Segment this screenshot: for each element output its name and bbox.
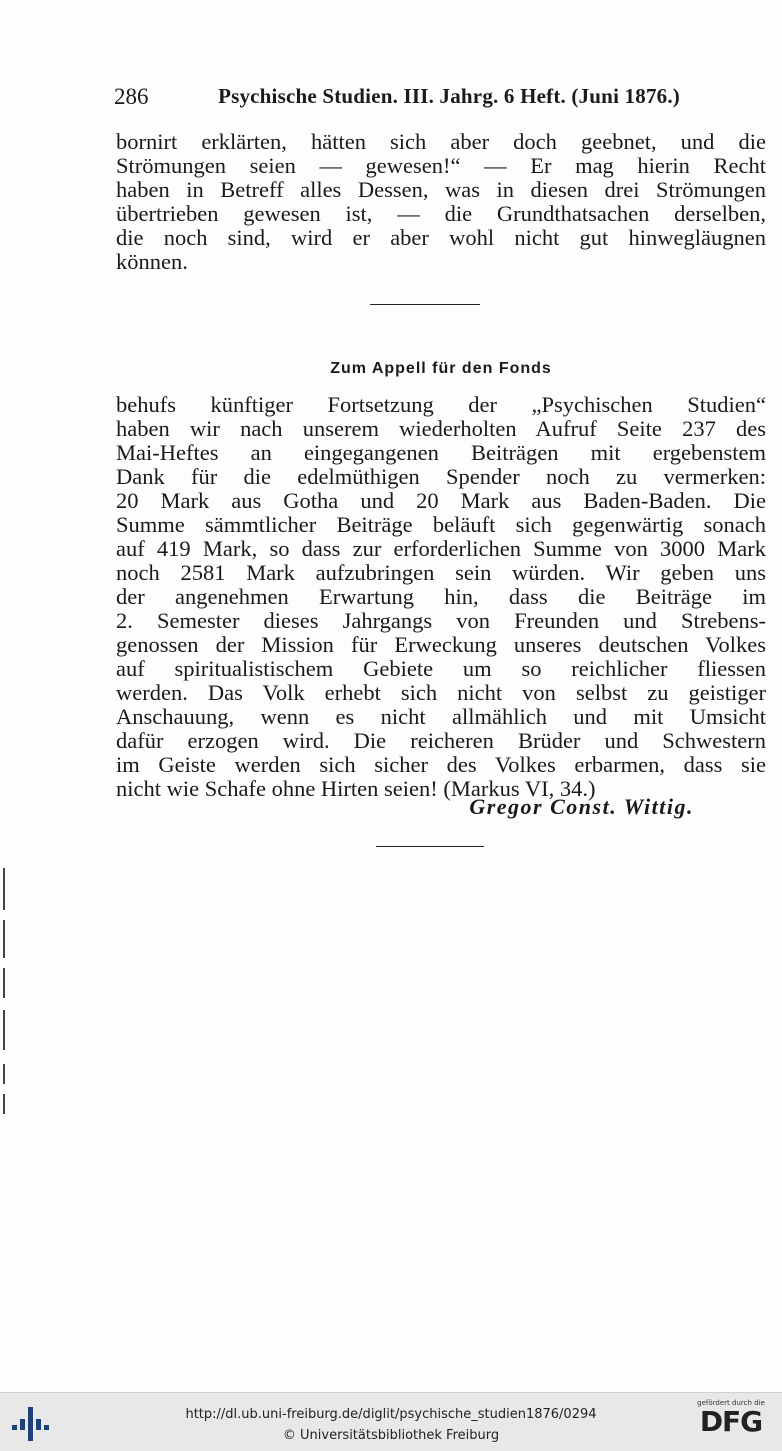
text-line: Dank für die edelmüthigen Spender noch zu vermerken: xyxy=(116,464,766,489)
viewer-footer xyxy=(0,1392,782,1451)
dfg-logo[interactable] xyxy=(690,1399,772,1437)
dfg-mark: DFG xyxy=(699,1405,763,1438)
section-divider xyxy=(370,304,480,305)
text-line: auf 419 Mark, so dass zur erforderlichen Summe von 3000 Mark xyxy=(116,536,766,561)
text-line: Mai-Heftes an eingegangenen Beiträgen mit ergebenstem xyxy=(116,440,766,465)
text-line: Anschauung, wenn es nicht allmählich und mit Umsicht xyxy=(116,704,766,729)
text-line: genossen der Mission für Erweckung unseres deutschen Volkes xyxy=(116,632,766,657)
text-line: Strömungen seien — gewesen!“ — Er mag hierin Recht xyxy=(116,153,766,178)
text-line: behufs künftiger Fortsetzung der „Psychischen Studien“ xyxy=(116,392,766,417)
text-line: im Geiste werden sich sicher des Volkes erbarmen, dass sie xyxy=(116,752,766,777)
section-heading: Zum Appell für den Fonds xyxy=(330,360,552,377)
running-title: Psychische Studien. III. Jahrg. 6 Heft. (Juni 1876.) xyxy=(218,84,680,108)
page-number: 286 xyxy=(114,84,149,109)
appeal-paragraph xyxy=(116,393,766,801)
continued-paragraph xyxy=(116,130,766,274)
text-line: 20 Mark aus Gotha und 20 Mark aus Baden-Baden. Die xyxy=(116,488,766,513)
copyright-notice: © Universitätsbibliothek Freiburg xyxy=(282,1428,500,1443)
text-line: können. xyxy=(116,249,188,274)
text-line: noch 2581 Mark aufzubringen sein würden. Wir geben uns xyxy=(116,560,766,585)
end-divider xyxy=(376,846,484,847)
text-line: dafür erzogen wird. Die reicheren Brüder und Schwestern xyxy=(116,728,766,753)
running-head xyxy=(114,84,680,110)
text-line: haben in Betreff alles Dessen, was in diesen drei Strömungen xyxy=(116,177,766,202)
text-line: Summe sämmtlicher Beiträge beläuft sich gegenwärtig sonach xyxy=(116,512,766,537)
margin-scan-marks xyxy=(3,868,5,1118)
author-signature: Gregor Const. Wittig. xyxy=(469,794,694,819)
text-line: der angenehmen Erwartung hin, dass die Beiträge im xyxy=(116,584,766,609)
text-line: 2. Semester dieses Jahrgangs von Freunden und Strebens- xyxy=(116,608,766,633)
text-line: bornirt erklärten, hätten sich aber doch geebnet, und die xyxy=(116,129,766,154)
permalink-url[interactable]: http://dl.ub.uni-freiburg.de/diglit/psychische_studien1876/0294 xyxy=(185,1407,597,1422)
text-line: übertrieben gewesen ist, — die Grundthatsachen derselben, xyxy=(116,201,766,226)
dfg-caption: gefördert durch die xyxy=(697,1399,765,1407)
text-line: die noch sind, wird er aber wohl nicht gut hinwegläugnen xyxy=(116,225,766,250)
text-line: auf spiritualistischem Gebiete um so reichlicher fliessen xyxy=(116,656,766,681)
text-line: nicht wie Schafe ohne Hirten seien! (Markus VI, 34.) xyxy=(116,776,596,801)
text-line: haben wir nach unserem wiederholten Aufruf Seite 237 des xyxy=(116,416,766,441)
text-line: werden. Das Volk erhebt sich nicht von selbst zu geistiger xyxy=(116,680,766,705)
